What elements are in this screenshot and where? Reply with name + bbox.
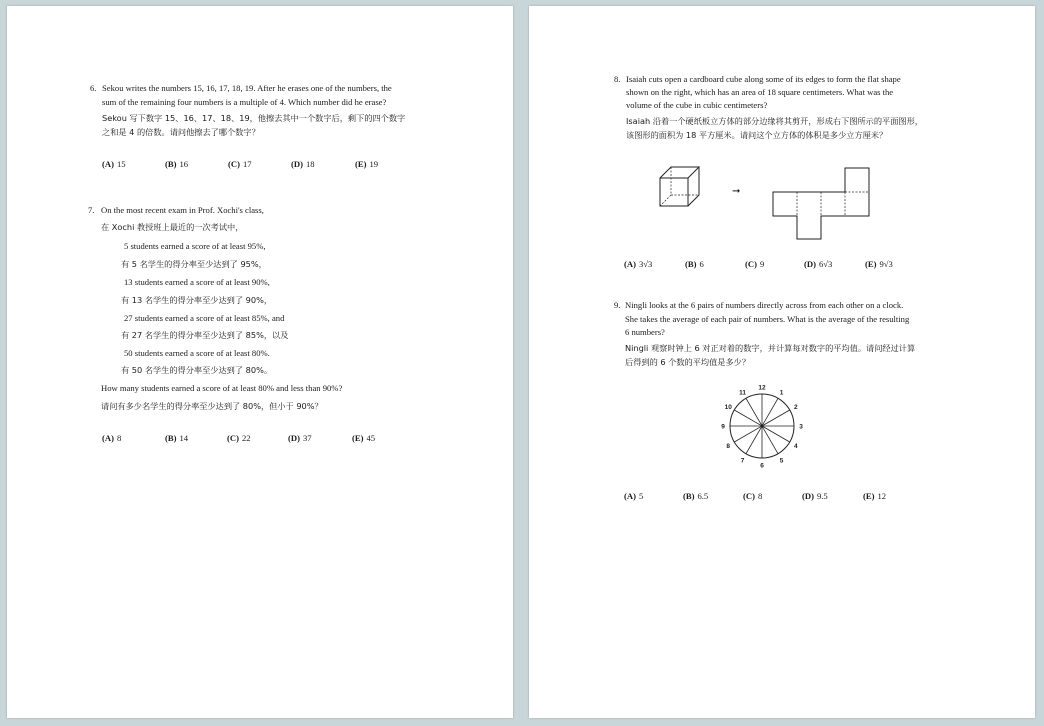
question-9-text-line-1: Ningli looks at the 6 pairs of numbers directly across from each other on a clock. — [625, 300, 904, 310]
clock-number: 2 — [793, 404, 798, 411]
q7-line-3-cn: 有 27 名学生的得分率至少达到了 85%，以及 — [121, 330, 289, 340]
q6-choice-b: (B) 16 — [165, 159, 189, 169]
q6-choice-e: (E) 19 — [355, 159, 379, 169]
question-9-text-line-2: She takes the average of each pair of numbers. What is the average of the resulting — [625, 314, 910, 324]
q9-choice-b: (B) 6.5 — [683, 491, 709, 501]
clock-number: 7 — [740, 457, 745, 465]
clock-number: 11 — [739, 389, 746, 397]
right-page — [529, 6, 1035, 718]
clock-number: 5 — [779, 457, 784, 465]
question-8-cn-line-2: 该图形的面积为 18 平方厘米。请问这个立方体的体积是多少立方厘米？ — [626, 130, 888, 140]
question-8-text-line-1: Isaiah cuts open a cardboard cube along some of its edges to form the flat shape — [626, 74, 901, 84]
question-7-number: 7. — [88, 205, 95, 215]
question-9-number: 9. — [614, 300, 621, 310]
q7-line-1-en: 5 students earned a score of at least 95%, — [124, 241, 266, 251]
question-6-number: 6. — [90, 83, 97, 93]
q7-choice-d: (D) 37 — [288, 433, 312, 443]
q7-choice-c: (C) 22 — [227, 433, 251, 443]
q8-choice-a: (A) 3√3 — [624, 259, 653, 269]
q6-choice-d: (D) 18 — [291, 159, 315, 169]
left-page — [7, 6, 513, 718]
q6-choice-a: (A) 15 — [102, 159, 126, 169]
question-9-text-line-3: 6 numbers? — [625, 327, 665, 337]
question-8-text-line-3: volume of the cube in cubic centimeters? — [626, 100, 768, 110]
q7-choice-a: (A) 8 — [102, 433, 122, 443]
clock-number: 6 — [760, 462, 764, 470]
q7-line-2-cn: 有 13 名学生的得分率至少达到了 90%， — [121, 295, 273, 305]
q8-choice-e: (E) 9√3 — [865, 259, 893, 269]
clock-number: 3 — [799, 423, 803, 431]
clock-number: 10 — [724, 404, 732, 411]
q8-choice-b: (B) 6 — [685, 259, 704, 269]
clock-number: 12 — [758, 384, 766, 392]
cube-net-figure — [771, 159, 871, 241]
clock-number: 4 — [793, 443, 798, 450]
q9-choice-d: (D) 9.5 — [802, 491, 828, 501]
clock-number: 8 — [726, 443, 731, 450]
question-8-number: 8. — [614, 74, 621, 84]
question-6-cn-line-2: 之和是 4 的倍数。请问他擦去了哪个数字？ — [102, 127, 260, 137]
question-7-intro: On the most recent exam in Prof. Xochi's class, — [101, 205, 264, 215]
question-6-cn-line-1: Sekou 写下数字 15、16、17、18、19，他擦去其中一个数字后，剩下的四个数字 — [102, 113, 406, 123]
q9-choice-a: (A) 5 — [624, 491, 644, 501]
q7-line-3-en: 27 students earned a score of at least 85%, and — [124, 313, 285, 323]
q7-choice-b: (B) 14 — [165, 433, 189, 443]
q7-line-4-en: 50 students earned a score of at least 80%. — [124, 348, 270, 358]
question-8-cn-line-1: Isaiah 沿着一个硬纸板立方体的部分边缘将其剪开，形成右下图所示的平面图形， — [626, 116, 923, 126]
q6-choice-c: (C) 17 — [228, 159, 252, 169]
question-7-question: How many students earned a score of at least 80% and less than 90%? — [101, 383, 343, 393]
question-8-text-line-2: shown on the right, which has an area of 18 square centimeters. What was the — [626, 87, 894, 97]
cube-figure — [657, 164, 705, 210]
q7-line-4-cn: 有 50 名学生的得分率至少达到了 80%。 — [121, 365, 273, 375]
clock-figure — [717, 380, 807, 472]
q9-choice-e: (E) 12 — [863, 491, 887, 501]
question-7-question-cn: 请问有多少名学生的得分率至少达到了 80%，但小于 90%？ — [101, 401, 323, 411]
question-9-cn-line-2: 后得到的 6 个数的平均值是多少？ — [625, 357, 751, 367]
q9-choice-c: (C) 8 — [743, 491, 763, 501]
transform-arrow: ➞ — [732, 186, 741, 197]
q8-choice-c: (C) 9 — [745, 259, 765, 269]
question-6-text-line-1: Sekou writes the numbers 15, 16, 17, 18, 19. After he erases one of the numbers, the — [102, 83, 392, 93]
question-7-intro-cn: 在 Xochi 教授班上最近的一次考试中， — [101, 222, 244, 232]
clock-number: 9 — [721, 423, 725, 431]
q8-choice-d: (D) 6√3 — [804, 259, 833, 269]
question-9-cn-line-1: Ningli 观察时钟上 6 对正对着的数字，并计算每对数字的平均值。请问经过计算 — [625, 343, 916, 353]
question-6-text-line-2: sum of the remaining four numbers is a multiple of 4. Which number did he erase? — [102, 97, 387, 107]
clock-number: 1 — [779, 389, 784, 397]
q7-line-1-cn: 有 5 名学生的得分率至少达到了 95%， — [121, 259, 267, 269]
q7-choice-e: (E) 45 — [352, 433, 376, 443]
q7-line-2-en: 13 students earned a score of at least 90%, — [124, 277, 270, 287]
